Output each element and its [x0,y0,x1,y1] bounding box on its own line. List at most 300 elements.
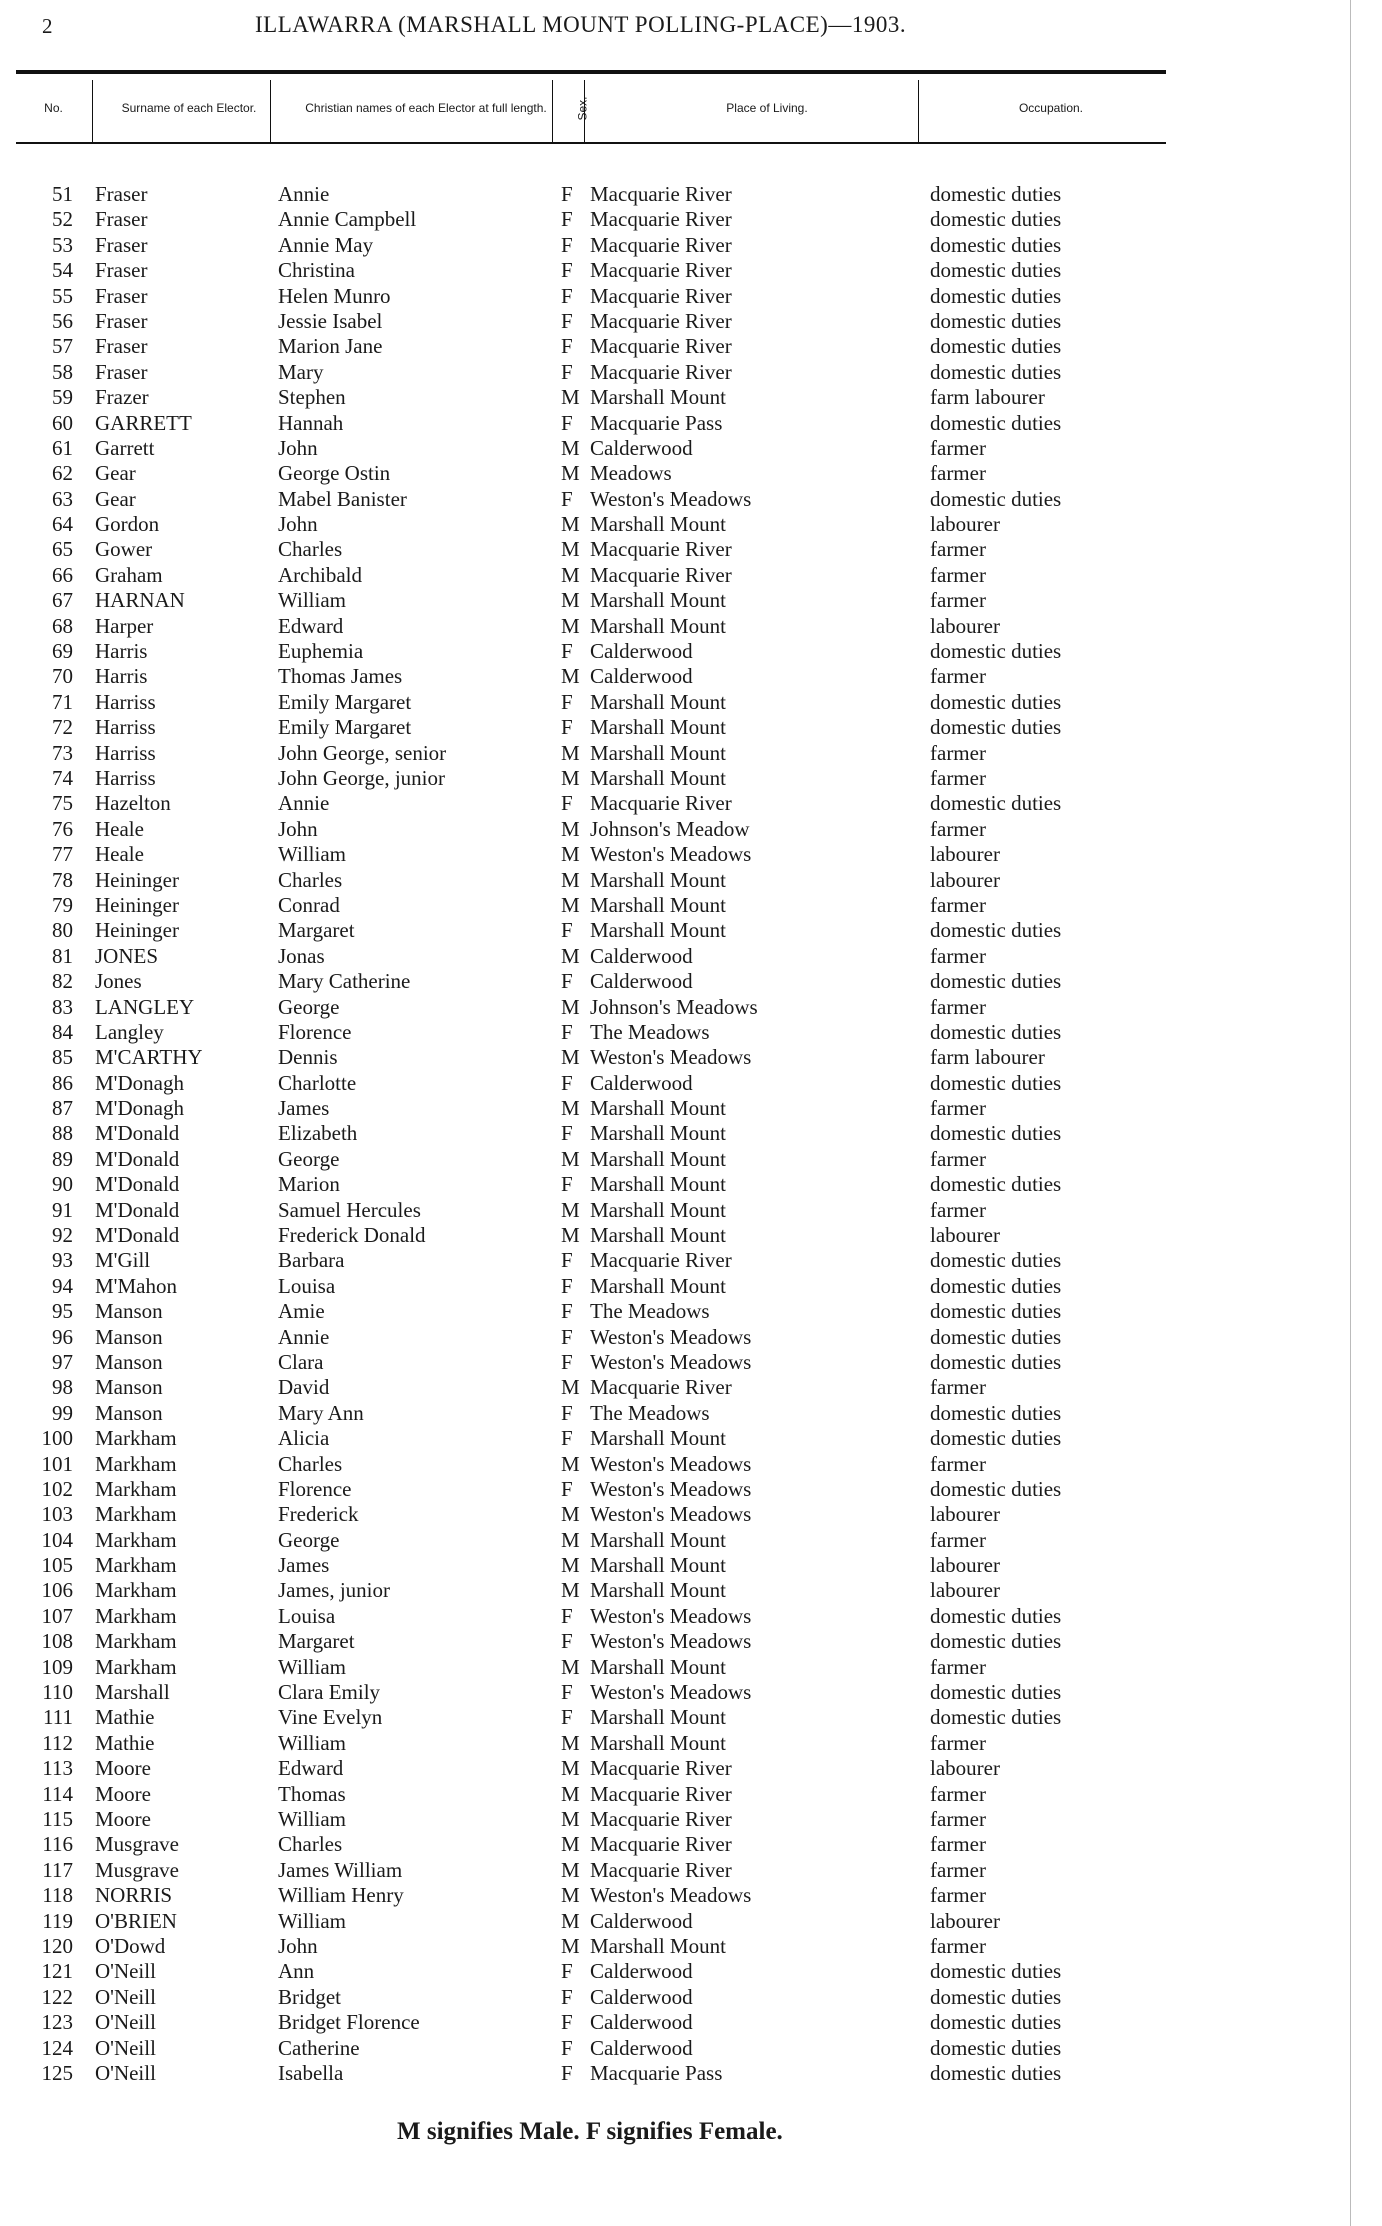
elector-place: Calderwood [590,943,693,968]
elector-sex: M [561,1096,580,1121]
elector-number: 89 [52,1146,73,1171]
elector-place: The Meadows [590,1400,710,1425]
elector-number: 86 [52,1070,73,1095]
elector-number: 90 [52,1172,73,1197]
elector-number: 79 [52,892,73,917]
elector-christian-names: Marion [278,1172,340,1197]
elector-place: Marshall Mount [590,765,726,790]
table-row [0,741,1382,766]
elector-sex: F [561,1349,573,1374]
header-sex-cell [568,76,598,140]
elector-surname: Fraser [95,232,148,257]
elector-sex: F [561,1959,573,1984]
table-row [0,1731,1382,1756]
elector-surname: Jones [95,969,142,994]
elector-sex: M [561,512,580,537]
elector-number: 111 [43,1705,73,1730]
elector-surname: Markham [95,1426,177,1451]
elector-sex: F [561,334,573,359]
elector-occupation: domestic duties [930,969,1062,994]
elector-sex: F [561,232,573,257]
elector-surname: Heale [95,816,144,841]
elector-surname: Harriss [95,715,156,740]
elector-sex: F [561,2010,573,2035]
elector-sex: M [561,1807,580,1831]
elector-place: Calderwood [590,969,693,994]
header-surname: Surname of each Elector. [121,100,257,115]
table-row [0,487,1382,512]
table-row [0,1401,1382,1426]
table-row [0,563,1382,588]
elector-number: 71 [52,689,73,714]
elector-sex: M [561,1502,580,1527]
elector-christian-names: Annie [278,1324,330,1349]
elector-occupation: farmer [930,588,986,613]
elector-sex: M [561,1832,580,1857]
elector-christian-names: Mary Catherine [278,969,411,994]
table-row [0,1502,1382,1527]
elector-place: Macquarie River [590,1781,732,1806]
elector-place: Macquarie River [590,308,732,333]
elector-occupation: labourer [930,1502,1000,1527]
elector-christian-names: Clara [278,1349,324,1374]
elector-occupation: domestic duties [930,283,1062,308]
table-row [0,1325,1382,1350]
elector-occupation: domestic duties [930,1705,1062,1730]
elector-christian-names: William [278,588,346,613]
elector-sex: F [561,359,573,384]
elector-occupation: farmer [930,562,986,587]
elector-place: Weston's Meadows [590,1451,752,1476]
elector-place: Weston's Meadows [590,486,752,511]
table-row [0,614,1382,639]
elector-christian-names: Marion Jane [278,334,383,359]
elector-sex: M [561,1375,580,1400]
table-row [0,385,1382,410]
elector-place: Marshall Mount [590,892,726,917]
elector-place: The Meadows [590,1019,710,1044]
elector-surname: HARNAN [95,588,185,613]
elector-christian-names: John [278,512,318,537]
elector-sex: M [561,1527,580,1552]
elector-place: Marshall Mount [590,1578,726,1603]
header-place: Place of Living. [726,100,808,115]
elector-place: Marshall Mount [590,740,726,765]
elector-occupation: domestic duties [930,639,1062,664]
elector-surname: Heininger [95,918,179,943]
elector-place: Calderwood [590,664,693,689]
elector-number: 77 [52,842,73,867]
elector-christian-names: Edward [278,613,344,638]
table-row [0,1477,1382,1502]
elector-christian-names: Charlotte [278,1070,357,1095]
elector-christian-names: Vine Evelyn [278,1705,383,1730]
page-number: 2 [42,14,53,38]
elector-place: Weston's Meadows [590,842,752,867]
elector-place: Weston's Meadows [590,1349,752,1374]
elector-number: 96 [52,1324,73,1349]
elector-occupation: domestic duties [930,1426,1062,1451]
elector-number: 51 [52,182,73,206]
elector-number: 62 [52,461,73,486]
elector-sex: F [561,2035,573,2060]
table-row [0,1629,1382,1654]
table-row [0,1045,1382,1070]
elector-number: 66 [52,562,73,587]
elector-surname: M'Donald [95,1121,180,1146]
elector-surname: Musgrave [95,1832,179,1857]
elector-place: Macquarie River [590,232,732,257]
table-row [0,182,1382,207]
elector-occupation: domestic duties [930,1959,1062,1984]
top-rule [16,70,1166,74]
table-row [0,1071,1382,1096]
elector-surname: O'BRIEN [95,1908,177,1933]
elector-surname: M'Donald [95,1223,180,1248]
elector-place: Calderwood [590,1984,693,2009]
table-row [0,639,1382,664]
page-title: ILLAWARRA (MARSHALL MOUNT POLLING-PLACE)—1903. [255,12,907,37]
elector-place: Calderwood [590,639,693,664]
elector-sex: F [561,1426,573,1451]
elector-sex: M [561,435,580,460]
elector-sex: M [561,1553,580,1578]
header-sex: Sex. [575,95,590,121]
elector-place: Macquarie River [590,1248,732,1273]
table-row [0,1705,1382,1730]
column-divider [584,80,585,142]
elector-christian-names: Annie [278,182,330,206]
elector-sex: M [561,1883,580,1908]
elector-number: 113 [42,1756,73,1781]
elector-number: 100 [41,1426,73,1451]
elector-occupation: farmer [930,1781,986,1806]
elector-surname: Markham [95,1603,177,1628]
elector-sex: M [561,588,580,613]
elector-place: Macquarie River [590,359,732,384]
elector-number: 53 [52,232,73,257]
elector-sex: F [561,2060,573,2085]
elector-occupation: farmer [930,1883,986,1908]
elector-surname: GARRETT [95,410,192,435]
table-row [0,944,1382,969]
elector-place: Calderwood [590,1908,693,1933]
elector-number: 76 [52,816,73,841]
page-edge [1350,0,1351,2226]
elector-occupation: farmer [930,664,986,689]
elector-number: 67 [52,588,73,613]
elector-occupation: domestic duties [930,1273,1062,1298]
elector-surname: Markham [95,1451,177,1476]
table-row [0,1959,1382,1984]
elector-sex: F [561,1705,573,1730]
table-row [0,1198,1382,1223]
elector-surname: Moore [95,1781,151,1806]
table-row [0,1121,1382,1146]
elector-occupation: domestic duties [930,1070,1062,1095]
elector-surname: Langley [95,1019,164,1044]
elector-place: Marshall Mount [590,1197,726,1222]
elector-christian-names: Edward [278,1756,344,1781]
table-row [0,664,1382,689]
elector-surname: Fraser [95,308,148,333]
elector-number: 123 [41,2010,73,2035]
table-row [0,334,1382,359]
table-row [0,284,1382,309]
elector-occupation: domestic duties [930,232,1062,257]
elector-occupation: farm labourer [930,385,1045,410]
elector-christian-names: Florence [278,1019,352,1044]
table-row [0,1172,1382,1197]
elector-number: 105 [41,1553,73,1578]
elector-number: 84 [52,1019,73,1044]
elector-number: 110 [42,1680,73,1705]
elector-place: Marshall Mount [590,1705,726,1730]
elector-christian-names: Emily Margaret [278,715,412,740]
elector-occupation: farmer [930,537,986,562]
elector-occupation: labourer [930,1223,1000,1248]
elector-christian-names: Hannah [278,410,344,435]
table-row [0,893,1382,918]
elector-place: Macquarie River [590,1807,732,1831]
elector-place: Macquarie River [590,562,732,587]
elector-number: 55 [52,283,73,308]
elector-number: 119 [42,1908,73,1933]
elector-number: 63 [52,486,73,511]
elector-christian-names: George [278,1146,340,1171]
elector-occupation: domestic duties [930,207,1062,232]
elector-occupation: farmer [930,816,986,841]
elector-christian-names: John [278,435,318,460]
elector-sex: M [561,1146,580,1171]
elector-christian-names: Isabella [278,2060,344,2085]
elector-surname: O'Neill [95,2035,156,2060]
elector-place: Marshall Mount [590,1146,726,1171]
elector-number: 59 [52,385,73,410]
elector-place: The Meadows [590,1299,710,1324]
elector-surname: Gear [95,461,136,486]
elector-occupation: farm labourer [930,1045,1045,1070]
elector-occupation: farmer [930,994,986,1019]
elector-sex: M [561,1730,580,1755]
footnote: M signifies Male. F signifies Female. [397,2118,783,2145]
elector-number: 56 [52,308,73,333]
elector-occupation: farmer [930,1933,986,1958]
elector-christian-names: Mabel Banister [278,486,407,511]
elector-christian-names: William Henry [278,1883,404,1908]
elector-christian-names: Charles [278,537,343,562]
table-row [0,1934,1382,1959]
elector-surname: Fraser [95,182,148,206]
elector-occupation: farmer [930,892,986,917]
elector-christian-names: Stephen [278,385,346,410]
elector-number: 98 [52,1375,73,1400]
elector-christian-names: John [278,1933,318,1958]
table-row [0,436,1382,461]
elector-number: 120 [41,1933,73,1958]
elector-christian-names: Louisa [278,1603,336,1628]
elector-surname: Markham [95,1502,177,1527]
elector-occupation: farmer [930,461,986,486]
elector-place: Weston's Meadows [590,1680,752,1705]
elector-sex: F [561,207,573,232]
elector-sex: M [561,1654,580,1679]
elector-number: 80 [52,918,73,943]
table-row [0,1782,1382,1807]
elector-surname: Heininger [95,892,179,917]
elector-occupation: labourer [930,867,1000,892]
elector-number: 72 [52,715,73,740]
elector-sex: F [561,1248,573,1273]
elector-place: Macquarie River [590,791,732,816]
elector-place: Meadows [590,461,672,486]
elector-sex: F [561,918,573,943]
elector-christian-names: Elizabeth [278,1121,358,1146]
table-row [0,969,1382,994]
elector-occupation: domestic duties [930,1019,1062,1044]
elector-place: Calderwood [590,2035,693,2060]
header-christian-names: Christian names of each Elector at full length. [305,100,547,115]
elector-surname: Manson [95,1400,163,1425]
elector-sex: F [561,1629,573,1654]
elector-place: Johnson's Meadow [590,816,750,841]
elector-sex: M [561,1933,580,1958]
elector-occupation: farmer [930,943,986,968]
elector-occupation: labourer [930,1553,1000,1578]
elector-surname: O'Neill [95,1984,156,2009]
elector-sex: F [561,1400,573,1425]
table-row [0,2010,1382,2035]
elector-surname: Mathie [95,1730,155,1755]
elector-occupation: domestic duties [930,715,1062,740]
elector-christian-names: Jonas [278,943,325,968]
elector-number: 60 [52,410,73,435]
elector-christian-names: Dennis [278,1045,338,1070]
elector-surname: NORRIS [95,1883,173,1908]
elector-number: 88 [52,1121,73,1146]
elector-place: Macquarie River [590,537,732,562]
elector-number: 81 [52,943,73,968]
elector-surname: O'Neill [95,2060,156,2085]
table-row [0,411,1382,436]
elector-occupation: farmer [930,1146,986,1171]
elector-place: Calderwood [590,1959,693,1984]
elector-sex: F [561,715,573,740]
elector-occupation: farmer [930,740,986,765]
elector-number: 58 [52,359,73,384]
elector-number: 65 [52,537,73,562]
table-row [0,1426,1382,1451]
elector-number: 64 [52,512,73,537]
elector-christian-names: William [278,842,346,867]
elector-number: 91 [52,1197,73,1222]
elector-sex: F [561,969,573,994]
header-bottom-rule [16,142,1166,144]
elector-occupation: domestic duties [930,1299,1062,1324]
elector-christian-names: Margaret [278,1629,355,1654]
elector-occupation: labourer [930,842,1000,867]
elector-occupation: domestic duties [930,1629,1062,1654]
elector-christian-names: Catherine [278,2035,360,2060]
elector-place: Calderwood [590,2010,693,2035]
elector-number: 97 [52,1349,73,1374]
table-row [0,868,1382,893]
elector-place: Weston's Meadows [590,1629,752,1654]
elector-christian-names: John George, senior [278,740,447,765]
elector-occupation: farmer [930,1730,986,1755]
elector-sex: M [561,765,580,790]
elector-place: Marshall Mount [590,867,726,892]
elector-occupation: labourer [930,512,1000,537]
elector-place: Marshall Mount [590,1273,726,1298]
elector-christian-names: Jessie Isabel [278,308,383,333]
elector-number: 73 [52,740,73,765]
table-row [0,309,1382,334]
elector-christian-names: Thomas [278,1781,346,1806]
elector-christian-names: Bridget [278,1984,341,2009]
elector-sex: M [561,562,580,587]
elector-number: 78 [52,867,73,892]
elector-sex: F [561,283,573,308]
elector-place: Marshall Mount [590,1096,726,1121]
elector-number: 99 [52,1400,73,1425]
elector-occupation: labourer [930,1578,1000,1603]
elector-number: 107 [41,1603,73,1628]
elector-sex: F [561,1680,573,1705]
elector-occupation: farmer [930,435,986,460]
elector-sex: M [561,537,580,562]
elector-occupation: domestic duties [930,334,1062,359]
elector-christian-names: Louisa [278,1273,336,1298]
elector-surname: Heale [95,842,144,867]
table-row [0,1299,1382,1324]
table-row [0,1350,1382,1375]
elector-christian-names: Frederick Donald [278,1223,426,1248]
elector-number: 102 [41,1476,73,1501]
elector-christian-names: Annie Campbell [278,207,417,232]
table-row [0,588,1382,613]
elector-christian-names: Amie [278,1299,325,1324]
elector-number: 125 [41,2060,73,2085]
elector-sex: F [561,1324,573,1349]
elector-surname: M'Donagh [95,1070,184,1095]
elector-occupation: labourer [930,613,1000,638]
table-row [0,2036,1382,2061]
elector-surname: M'Mahon [95,1273,177,1298]
elector-number: 117 [42,1857,73,1882]
elector-number: 94 [52,1273,73,1298]
elector-place: Weston's Meadows [590,1502,752,1527]
elector-number: 106 [41,1578,73,1603]
elector-christian-names: Mary Ann [278,1400,364,1425]
elector-place: Marshall Mount [590,512,726,537]
table-row [0,1528,1382,1553]
elector-number: 121 [41,1959,73,1984]
elector-number: 54 [52,258,73,283]
elector-occupation: labourer [930,1756,1000,1781]
elector-surname: Frazer [95,385,149,410]
elector-surname: M'Gill [95,1248,151,1273]
elector-sex: F [561,689,573,714]
table-row [0,1883,1382,1908]
elector-number: 57 [52,334,73,359]
elector-christian-names: Helen Munro [278,283,391,308]
elector-occupation: domestic duties [930,1324,1062,1349]
elector-occupation: domestic duties [930,182,1062,206]
elector-occupation: domestic duties [930,1248,1062,1273]
elector-place: Marshall Mount [590,1933,726,1958]
elector-christian-names: Thomas James [278,664,403,689]
